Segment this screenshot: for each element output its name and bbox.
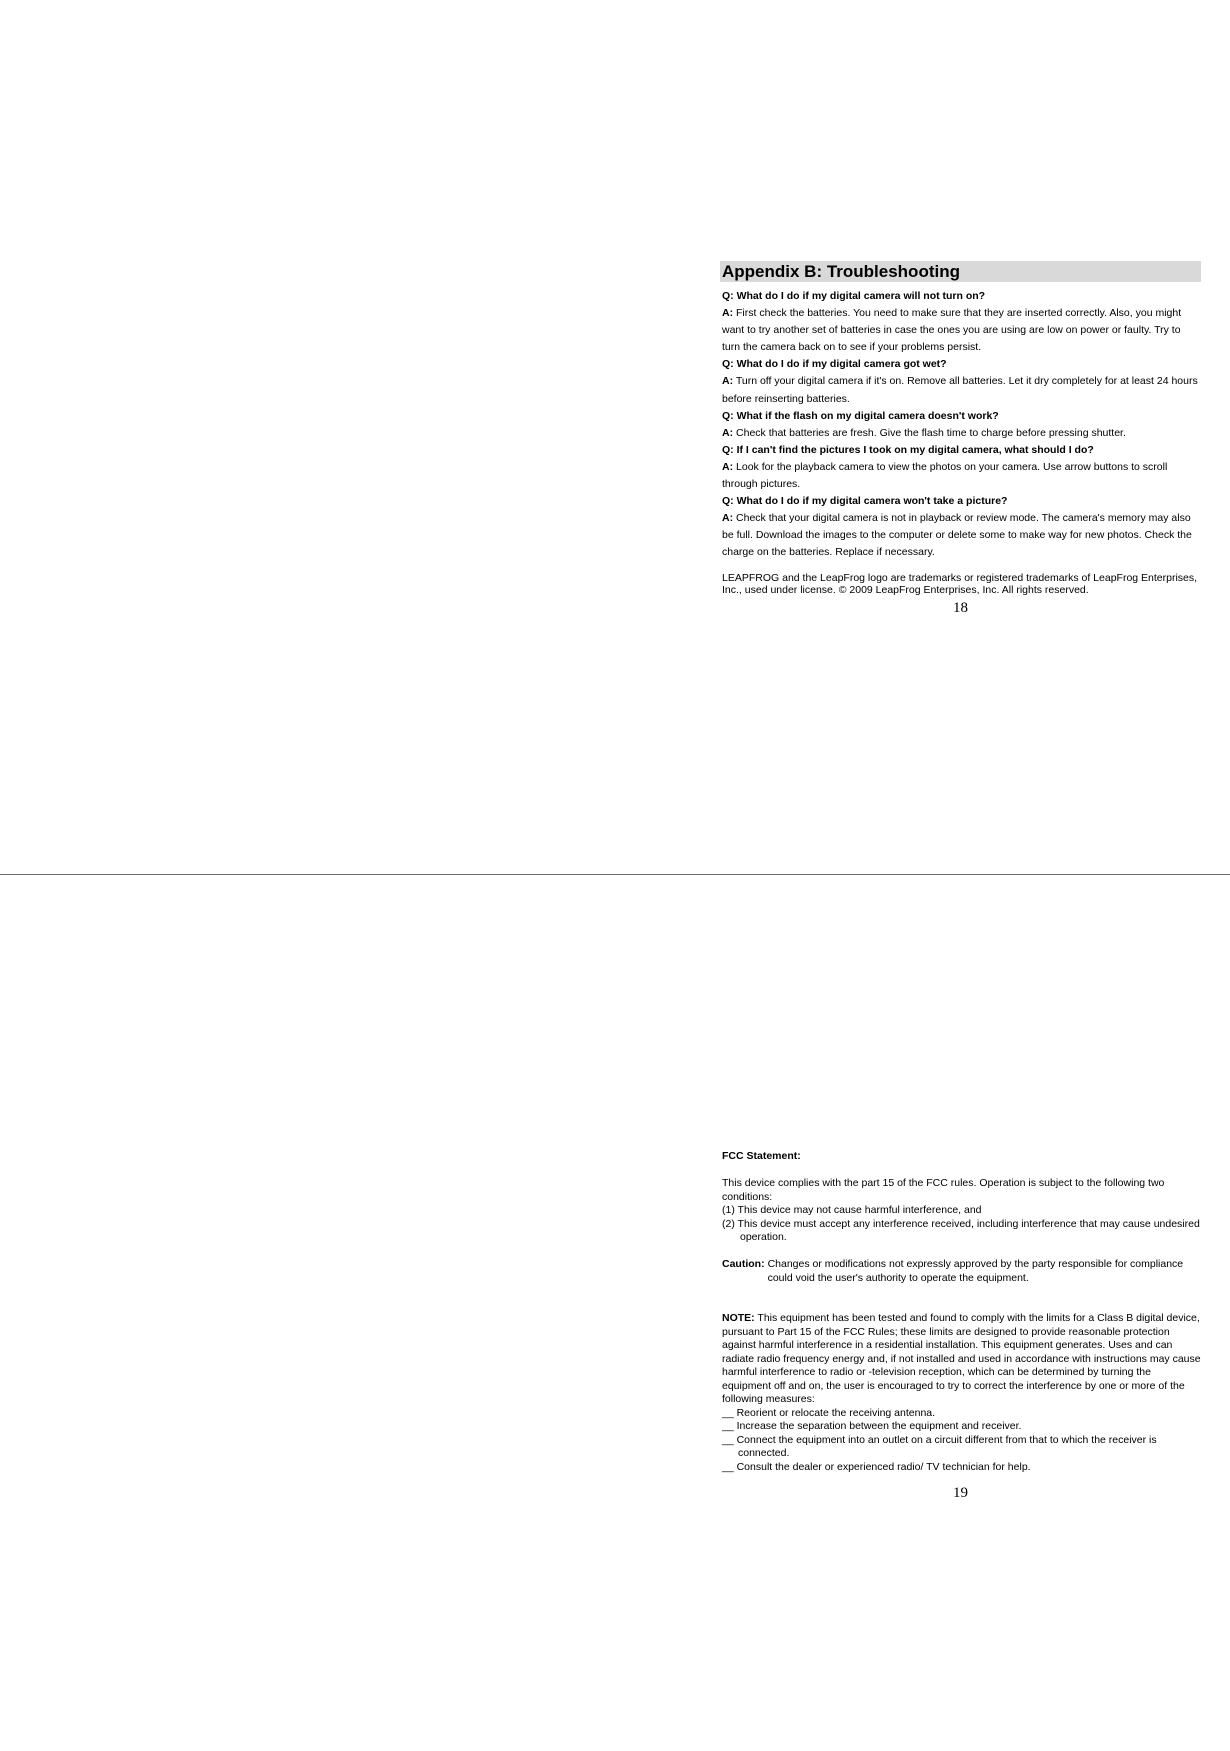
measure-item: __ Consult the dealer or experienced radio/ TV technician for help. [722,1460,1031,1473]
answer-4 [720,459,1201,493]
answer-2 [720,373,1201,407]
answer-label: A: [722,307,734,320]
page-number: 19 [953,1485,968,1501]
trademark-notice: LEAPFROG and the LeapFrog logo are trademarks or registered trademarks of LeapFrog Enterprises, Inc., used under license. © 2009 LeapFrog Enterprises, Inc. All rights reserved. [722,571,1198,596]
answer-5 [720,510,1201,561]
question-3: Q: What if the flash on my digital camera doesn't work? [722,409,999,422]
answer-text: Turn off your digital camera if it's on. Remove all batteries. Let it dry completely for at least 24 hours before reinserting batteries. [722,375,1198,405]
fcc-note [720,1312,1201,1407]
answer-label: A: [722,460,734,473]
fcc-condition-1: (1) This device may not cause harmful interference, and [722,1204,982,1216]
measure-item: __ Connect the equipment into an outlet on a circuit different from that to which the receiver is connected. [722,1433,1157,1459]
answer-3 [720,425,1201,442]
answer-1 [720,305,1201,356]
fcc-page [720,1150,1201,1502]
note-text: This equipment has been tested and found to comply with the limits for a Class B digital device, pursuant to Part 15 of the FCC Rules; these limits are designed to provide reasonable protection against harmful interference in a residential installation. This equipment generates. Uses and can radiate radio frequency energy and, if not installed and used in accordance with instructions may cause harmful interference to radio or -television reception, which can be determined by turning the equipment off and on, the user is encouraged to try to correct the interference by one or more of the following measures: [722,1312,1201,1405]
question-2: Q: What do I do if my digital camera got wet? [722,358,947,371]
page-number: 18 [953,599,968,616]
page-divider [0,874,1230,875]
fcc-title: FCC Statement: [722,1150,801,1162]
fcc-intro: This device complies with the part 15 of the FCC rules. Operation is subject to the following two conditions: [722,1177,1165,1203]
caution-label: Caution: [722,1258,765,1270]
answer-text: First check the batteries. You need to make sure that they are inserted correctly. Also, you might want to try another set of batteries in case the ones you are using are low on power or faulty. Try to turn the camera back on to see if your problems persist. [722,307,1182,354]
answer-label: A: [722,426,734,439]
troubleshooting-page [720,261,1201,617]
answer-label: A: [722,375,734,388]
question-5: Q: What do I do if my digital camera won't take a picture? [722,495,1008,508]
answer-text: Look for the playback camera to view the photos on your camera. Use arrow buttons to scroll through pictures. [722,460,1168,491]
measure-item: __ Increase the separation between the equipment and receiver. [722,1420,1022,1432]
note-label: NOTE: [722,1312,755,1324]
caution-block [720,1258,1201,1285]
measure-item: __ Reorient or relocate the receiving antenna. [722,1406,936,1419]
answer-text: Check that your digital camera is not in playback or review mode. The camera's memory may also be full. Download the images to the computer or delete some to make way for new photos. Check the charge on the batteries. Replace if necessary. [722,512,1192,559]
fcc-condition-2: (2) This device must accept any interference received, including interference that may cause undesired operation. [722,1217,1200,1243]
question-1: Q: What do I do if my digital camera will not turn on? [722,290,986,302]
appendix-heading: Appendix B: Troubleshooting [720,261,1201,282]
answer-text: Check that batteries are fresh. Give the flash time to charge before pressing shutter. [736,426,1126,439]
question-4: Q: If I can't find the pictures I took on my digital camera, what should I do? [722,443,1094,456]
answer-label: A: [722,512,734,525]
caution-text: Changes or modifications not expressly approved by the party responsible for compliance could void the user's authority to operate the equipment. [767,1258,1184,1284]
